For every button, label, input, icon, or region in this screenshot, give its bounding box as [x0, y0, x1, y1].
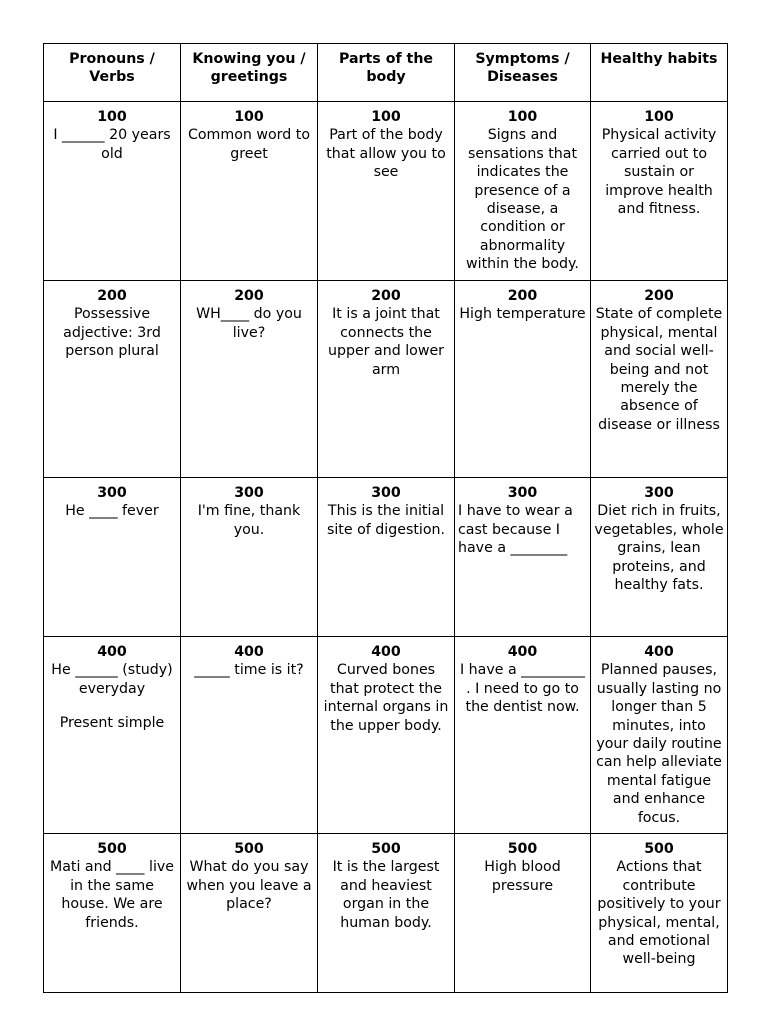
points-value: 400 — [234, 644, 264, 660]
question-cell — [318, 102, 455, 281]
table-row — [44, 478, 728, 637]
points-value: 100 — [507, 109, 538, 125]
question-cell — [455, 478, 591, 637]
question-cell — [181, 281, 318, 478]
clue-text: Diet rich in fruits, vegetables, whole grains, lean proteins, and healthy fats. — [594, 503, 724, 594]
category-header: Symptoms / Diseases — [455, 44, 591, 102]
table-row — [44, 102, 728, 281]
question-cell — [591, 281, 728, 478]
clue-text: Physical activity carried out to sustain or improve health and fitness. — [601, 127, 717, 218]
clue-text: I ______ 20 years old — [53, 127, 171, 162]
question-cell — [455, 281, 591, 478]
points-value: 300 — [234, 485, 264, 501]
jeopardy-board — [43, 43, 728, 993]
question-cell — [318, 478, 455, 637]
question-cell — [44, 478, 181, 637]
clue-text: _____ time is it? — [194, 662, 304, 679]
clue-text: Common word to greet — [187, 127, 311, 162]
clue-text: He ____ fever — [65, 503, 159, 520]
points-value: 400 — [507, 644, 538, 660]
clue-text: State of complete physical, mental and social well-being and not merely the absence of disease or illness — [595, 306, 723, 433]
clue-text: Part of the body that allow you to see — [326, 127, 446, 181]
points-value: 200 — [644, 288, 674, 304]
category-header: Pronouns / Verbs — [44, 44, 181, 102]
category-header: Knowing you / greetings — [181, 44, 318, 102]
clue-text: Signs and sensations that indicates the presence of a disease, a condition or abnormality within the body. — [466, 127, 579, 273]
grammar-note: Present simple — [59, 715, 165, 732]
points-value: 500 — [97, 841, 127, 857]
points-value: 100 — [644, 109, 674, 125]
clue-text: This is the initial site of digestion. — [326, 503, 446, 538]
clue-text: Curved bones that protect the internal organs in the upper body. — [323, 662, 449, 734]
clue-text: High temperature — [459, 306, 586, 323]
header-row — [44, 44, 728, 102]
clue-text: It is the largest and heaviest organ in the human body. — [332, 859, 440, 931]
category-header: Healthy habits — [591, 44, 728, 102]
points-value: 500 — [234, 841, 264, 857]
points-value: 200 — [234, 288, 264, 304]
clue-text: Actions that contribute positively to your physical, mental, and emotional well-being — [597, 859, 721, 968]
points-value: 200 — [371, 288, 401, 304]
points-value: 500 — [644, 841, 674, 857]
table-row — [44, 637, 728, 834]
clue-text: I have to wear a cast because I have a ________ — [458, 503, 573, 557]
points-value: 100 — [97, 109, 127, 125]
question-cell — [318, 637, 455, 834]
points-value: 300 — [371, 485, 401, 501]
question-cell — [591, 102, 728, 281]
points-value: 500 — [371, 841, 401, 857]
clue-text: It is a joint that connects the upper and lower arm — [327, 306, 445, 378]
question-cell — [455, 637, 591, 834]
clue-text: What do you say when you leave a place? — [186, 859, 312, 913]
table-row — [44, 834, 728, 993]
question-cell — [181, 102, 318, 281]
question-cell — [455, 834, 591, 993]
clue-text: High blood pressure — [484, 859, 561, 894]
points-value: 100 — [371, 109, 401, 125]
question-cell — [181, 834, 318, 993]
points-value: 400 — [97, 644, 127, 660]
clue-text: I'm fine, thank you. — [197, 503, 301, 538]
points-value: 500 — [507, 841, 538, 857]
question-cell — [181, 637, 318, 834]
points-value: 100 — [234, 109, 264, 125]
clue-text: I have a _________ . I need to go to the dentist now. — [459, 662, 586, 716]
points-value: 400 — [644, 644, 674, 660]
question-cell — [318, 834, 455, 993]
points-value: 200 — [97, 288, 127, 304]
clue-text: Planned pauses, usually lasting no longer than 5 minutes, into your daily routine can help alleviate mental fatigue and enhance focus. — [596, 662, 722, 826]
clue-text: He ______ (study) everyday — [51, 662, 173, 697]
points-value: 300 — [507, 485, 538, 501]
question-cell — [318, 281, 455, 478]
question-cell — [44, 637, 181, 834]
clue-text: Possessive adjective: 3rd person plural — [63, 306, 161, 360]
question-cell — [591, 834, 728, 993]
question-cell — [591, 637, 728, 834]
question-cell — [44, 102, 181, 281]
points-value: 300 — [644, 485, 674, 501]
clue-text: Mati and ____ live in the same house. We are friends. — [49, 859, 175, 931]
points-value: 300 — [97, 485, 127, 501]
clue-text: WH____ do you live? — [196, 306, 302, 341]
question-cell — [44, 834, 181, 993]
question-cell — [181, 478, 318, 637]
points-value: 200 — [507, 288, 538, 304]
question-cell — [44, 281, 181, 478]
table-row — [44, 281, 728, 478]
points-value: 400 — [371, 644, 401, 660]
question-cell — [455, 102, 591, 281]
question-cell — [591, 478, 728, 637]
category-header: Parts of the body — [318, 44, 455, 102]
